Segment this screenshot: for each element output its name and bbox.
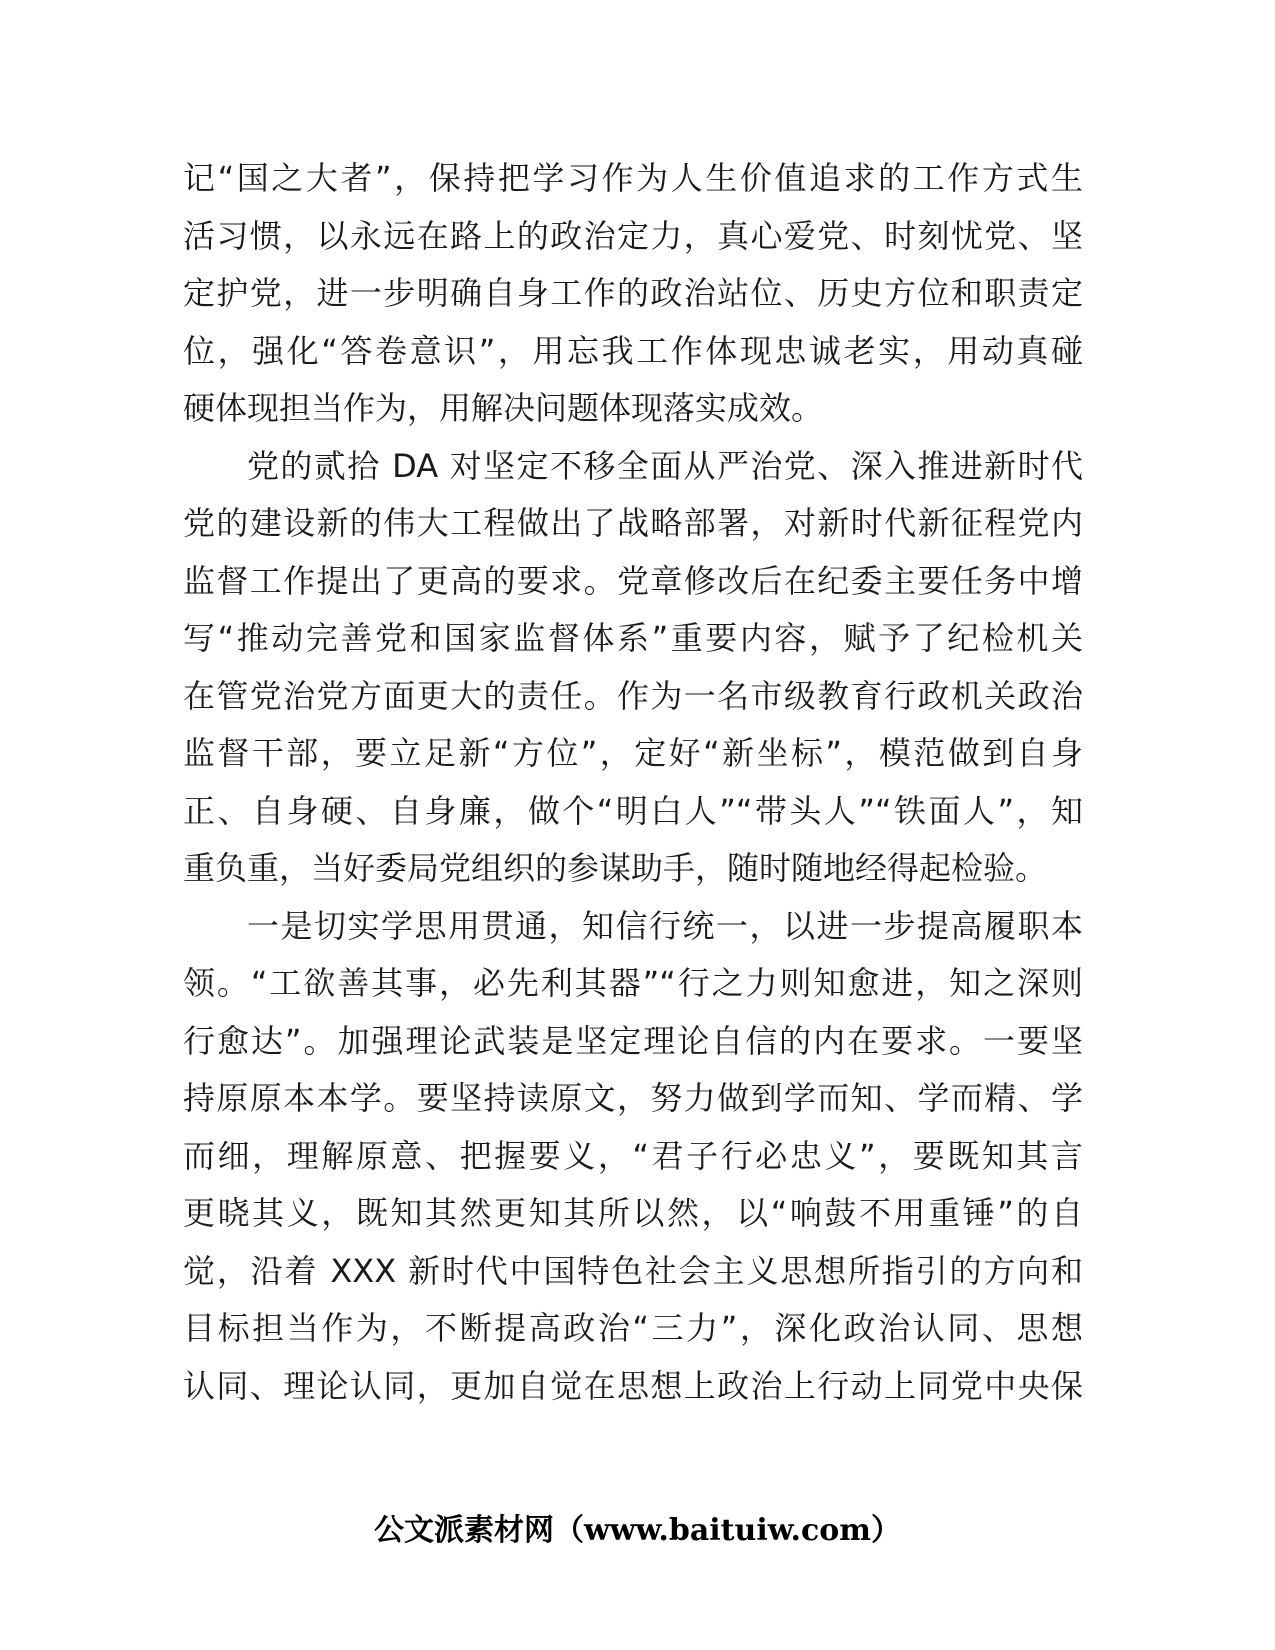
text-line: 硬体现担当作为，用解决问题体现落实成效。 bbox=[183, 389, 824, 427]
text-line: 重负重，当好委局党组织的参谋助手，随时随地经得起检验。 bbox=[183, 849, 1048, 887]
text-line: 正、自身硬、自身廉，做个“明白人”“带头人”“铁面人”，知 bbox=[183, 791, 1083, 830]
paragraph-3 bbox=[183, 898, 1083, 1416]
text-line: 定护党，进一步明确自身工作的政治站位、历史方位和职责定 bbox=[183, 274, 1083, 312]
text-line: 在管党治党方面更大的责任。作为一名市级教育行政机关政治 bbox=[183, 676, 1083, 715]
text-line: 持原原本本学。要坚持读原文，努力做到学而知、学而精、学 bbox=[183, 1079, 1083, 1117]
paragraph-1 bbox=[183, 150, 1083, 438]
paragraph-2 bbox=[183, 438, 1083, 898]
text-line: 写“推动完善党和国家监督体系”重要内容，赋予了纪检机关 bbox=[183, 619, 1083, 657]
text-line: 活习惯，以永远在路上的政治定力，真心爱党、时刻忧党、坚 bbox=[183, 216, 1083, 255]
footer-watermark: 公文派素材网（www.baituiw.com） bbox=[373, 1513, 902, 1548]
text-line: 而细，理解原意、把握要义，“君子行必忠义”，要既知其言 bbox=[183, 1136, 1083, 1175]
body-text bbox=[183, 150, 1083, 1415]
text-line: 一是切实学思用贯通，知信行统一，以进一步提高履职本 bbox=[247, 906, 1083, 945]
text-line: 认同、理论认同，更加自觉在思想上政治上行动上同党中央保 bbox=[183, 1366, 1083, 1405]
text-line: 目标担当作为，不断提高政治“三力”，深化政治认同、思想 bbox=[183, 1309, 1083, 1347]
text-line: 监督工作提出了更高的要求。党章修改后在纪委主要任务中增 bbox=[183, 561, 1083, 600]
text-line: 监督干部，要立足新“方位”，定好“新坐标”，模范做到自身 bbox=[183, 734, 1083, 772]
text-line: 记“国之大者”，保持把学习作为人生价值追求的工作方式生 bbox=[183, 159, 1083, 197]
text-line: 觉，沿着 XXX 新时代中国特色社会主义思想所指引的方向和 bbox=[183, 1251, 1083, 1290]
text-line: 行愈达”。加强理论武装是坚定理论自信的内在要求。一要坚 bbox=[183, 1021, 1083, 1060]
text-line: 更晓其义，既知其然更知其所以然，以“响鼓不用重锤”的自 bbox=[183, 1194, 1083, 1232]
text-line: 领。“工欲善其事，必先利其器”“行之力则知愈进，知之深则 bbox=[183, 964, 1083, 1002]
text-line: 党的建设新的伟大工程做出了战略部署，对新时代新征程党内 bbox=[183, 504, 1083, 542]
text-line: 位，强化“答卷意识”，用忘我工作体现忠诚老实，用动真碰 bbox=[183, 331, 1083, 370]
text-line: 党的贰拾 DA 对坚定不移全面从严治党、深入推进新时代 bbox=[247, 446, 1083, 485]
